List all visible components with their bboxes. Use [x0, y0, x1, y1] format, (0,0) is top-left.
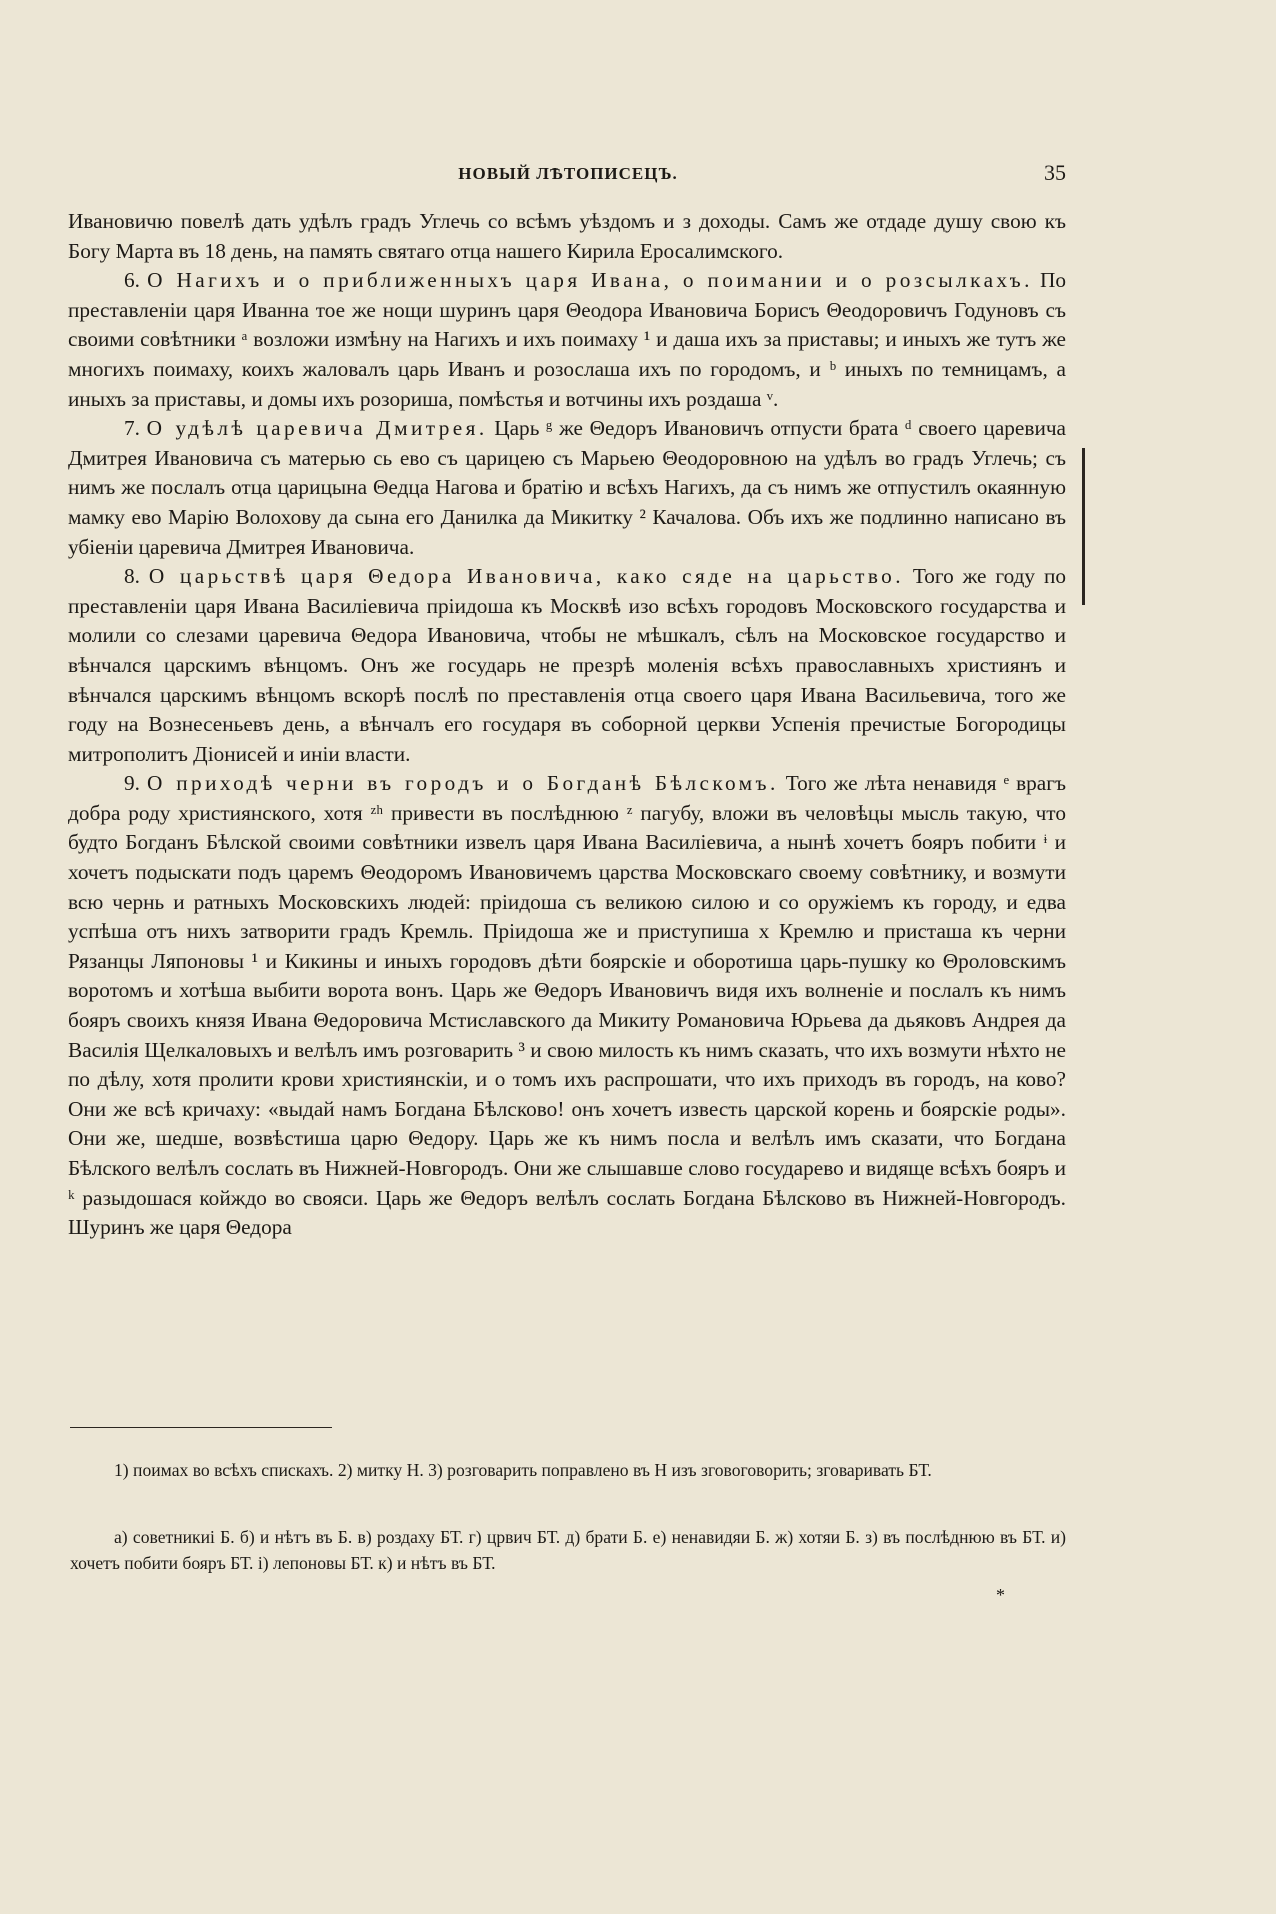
section-8-number: 8.: [124, 564, 140, 589]
section-7-text: Царь ᵍ же Θедоръ Ивановичъ отпусти брата ᵈ своего царевича Дмитрея Ивановича съ матерью сь ево съ царицею съ Марьею Θеодоровною на удѣлъ во градъ Углечь; съ нимъ же послалъ отца царицына Θедца Нагова и братію и всѣхъ Нагихъ, да съ нимъ же отпустилъ окаянную мамку ево Марію Волохову да сына его Данилка да Микитку ² Качалова. Объ ихъ же подлинно написано въ убіеніи царевича Дмитрея Ивановича.: [68, 416, 1067, 559]
section-6-number: 6.: [124, 268, 140, 293]
running-title: НОВЫЙ ЛѢТОПИСЕЦЪ.: [458, 164, 678, 183]
numbered-footnotes: [70, 1457, 1066, 1483]
page-header: [70, 160, 1066, 190]
main-text: [68, 207, 1066, 1243]
paragraph-continuation: Ивановичю повелѣ дать удѣлъ градъ Углечь со всѣмъ уѣздомъ и з доходы. Самъ же отдаде душу свою къ Богу Марта въ 18 день, на память святаго отца нашего Кирила Еросалимского.: [68, 209, 1066, 263]
lettered-footnotes-text: а) советникиі Б. б) и нѣтъ въ Б. в) роздаху БТ. г) црвич БТ. д) брати Б. е) ненавидяи Б. ж) хотяи Б. з) въ послѣднюю въ БТ. и) хочетъ побити бояръ БТ. і) лепоновы БТ. к) и нѣтъ въ БТ.: [70, 1527, 1066, 1573]
section-6-title: О Нагихъ и о приближенныхъ царя Ивана, о поимании и о розсылкахъ.: [147, 268, 1033, 293]
section-9-text: Того же лѣта ненавидя ᵉ врагъ добра роду християнского, хотя ᶻʰ привести въ послѣднюю ᶻ пагубу, вложи въ человѣцы мысль такую, что будто Богданъ Бѣлской своими совѣтники извелъ царя Ивана Василіевича, а нынѣ хочетъ бояръ побити ᶤ и хочетъ подыскати подъ царемъ Θеодоромъ Ивановичемъ царства Московскаго своему совѣтнику, и возмути всю чернь и ратныхъ Московскихъ людей: пріидоша съ великою силою и со оружіемъ къ городу, и едва успѣша отъ нихъ затворити градъ Кремль. Пріидоша же и приступиша х Кремлю и присташа къ черни Рязанцы Ляпоновы ¹ и Кикины и иныхъ городовъ дѣти боярскіе и оборотиша царь-пушку ко Θроловскимъ воротомъ и хотѣша выбити ворота вонъ. Царь же Θедоръ Ивановичъ видя ихъ волненіе и послалъ къ нимъ бояръ своихъ князя Ивана Θедоровича Мстиславского да Микиту Романовича Юрьева да дьяковъ Андрея да Василія Щелкаловыхъ и велѣлъ имъ розговарить ³ и свою милость къ нимъ сказать, что ихъ возмути нѣхто не по дѣлу, хотя пролити крови християнскіи, и о томъ ихъ распрошати, что ихъ приходъ въ городъ, на ково? Они же всѣ кричаху: «выдай намъ Богдана Бѣлсково! онъ хочетъ известь царской корень и боярскіе роды». Они же, шедше, возвѣстиша царю Θедору. Царь же къ нимъ посла и велѣлъ имъ сказати, что Богдана Бѣлского велѣлъ сослать въ Нижней-Новгородъ. Они же слышавше слово государево и видяще всѣхъ бояръ и ᵏ разыдошася койждо во свояси. Царь же Θедоръ велѣлъ сослать Богдана Бѣлсково въ Нижней-Новгородъ. Шуринъ же царя Θедора: [68, 771, 1066, 1240]
section-7-number: 7.: [124, 416, 140, 441]
numbered-footnotes-text: 1) поимах во всѣхъ спискахъ. 2) митку Н. 3) розговарить поправлено въ Н изъ зговоговорить; зговаривать БТ.: [114, 1460, 932, 1480]
section-7: [68, 414, 1066, 562]
signature-mark: *: [996, 1585, 1005, 1605]
section-8-title: О царьствѣ царя Θедора Ивановича, како сяде на царьство.: [148, 564, 904, 589]
section-9-number: 9.: [124, 771, 140, 796]
margin-mark-bar: [1082, 448, 1085, 605]
footnote-divider: [70, 1427, 332, 1428]
section-8: [68, 562, 1066, 769]
section-7-title: О удѣлѣ царевича Дмитрея.: [146, 416, 488, 441]
section-6: [68, 266, 1066, 414]
section-6-text: По преставленіи царя Иванна тое же нощи шуринъ царя Θеодора Ивановича Борисъ Θеодоровичъ Годуновъ съ своими совѣтники ᵃ возложи измѣну на Нагихъ и ихъ поимаху ¹ и даша ихъ за приставы; и иныхъ же тутъ же многихъ поимаху, коихъ жаловалъ царь Иванъ и розослаша ихъ по городомъ, и ᵇ иныхъ по темницамъ, а иныхъ за приставы, и домы ихъ розориша, помѣстья и вотчины ихъ роздаша ᵛ.: [68, 268, 1066, 411]
page-number: 35: [1044, 160, 1066, 185]
section-9-title: О приходѣ черни въ городъ и о Богданѣ Бѣлскомъ.: [147, 771, 779, 796]
lettered-footnotes: [70, 1524, 1066, 1576]
section-8-text: Того же году по преставленіи царя Ивана Василіевича пріидоша къ Москвѣ изо всѣхъ городовъ Московского государства и молили со слезами царевича Θедора Ивановича, чтобы не мѣшкалъ, сѣлъ на Московское государство и вѣнчался царскимъ вѣнцомъ. Онъ же государь не презрѣ моленія всѣхъ православныхъ християнъ и вѣнчался царскимъ вѣнцомъ вскорѣ послѣ по преставленія отца своего царя Ивана Васильевича, того же году на Вознесеньевъ день, а вѣнчалъ его государя въ соборной церкви Успенія пречистые Богородицы митрополитъ Діонисей и иніи власти.: [68, 564, 1067, 766]
section-9: [68, 769, 1066, 1243]
